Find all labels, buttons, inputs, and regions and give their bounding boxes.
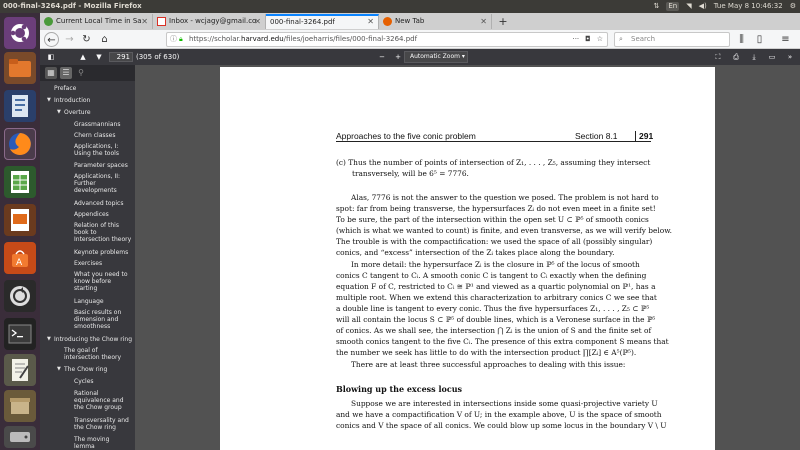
outline-item[interactable]: What you need to know before starting [74, 271, 128, 292]
files-launcher[interactable] [4, 52, 36, 84]
running-header: Approaches to the five conic problem [336, 131, 476, 141]
power-gear-icon[interactable]: ⚙ [789, 2, 796, 10]
wifi-icon[interactable]: ◥ [686, 2, 692, 10]
text-line: The trouble is with the compactification: we used the space of all (possibly singular) [336, 237, 653, 246]
calc-launcher[interactable] [4, 166, 36, 198]
attachments-icon[interactable]: ⚲ [78, 68, 84, 77]
ubuntu-logo-icon [9, 22, 31, 44]
disk-drive-icon [9, 430, 31, 444]
clock-favicon-icon [44, 17, 53, 26]
home-icon[interactable]: ⌂ [101, 34, 108, 45]
info-icon[interactable]: ⓘ [170, 35, 177, 43]
next-page-icon[interactable]: ▼ [96, 53, 102, 61]
page-count: (305 of 630) [136, 53, 180, 61]
outline-item[interactable]: Parameter spaces [74, 162, 128, 169]
spreadsheet-icon [10, 170, 30, 194]
text-line: a double line is tangent to every conic. Thus the five hypersurfaces Z₁, . . . , Z₅ ⊂ ℙ⁵ [336, 304, 650, 313]
outline-item[interactable]: Rational equivalence and the Chow group [74, 390, 124, 411]
outline-item[interactable]: Language [74, 298, 104, 305]
tab-label: Inbox - wcjagy@gmail.co [169, 17, 257, 25]
outline-item[interactable]: Chern classes [74, 132, 116, 139]
text-line: transversely, will be 6⁵ = 7776. [352, 169, 469, 178]
terminal-icon [8, 324, 32, 344]
reload-icon[interactable]: ↻ [82, 34, 91, 45]
text-editor-icon [10, 358, 30, 382]
firefox-favicon-icon [383, 17, 392, 26]
new-tab-button[interactable]: + [498, 15, 508, 28]
pdf-page [220, 67, 715, 450]
archive-box-icon [9, 396, 31, 416]
url-bar[interactable] [166, 32, 608, 47]
thumbnails-icon[interactable]: ▦ [45, 67, 57, 79]
navigation-toolbar [40, 30, 800, 49]
print-icon[interactable]: ⎙ [733, 53, 739, 61]
terminal-launcher[interactable] [4, 318, 36, 350]
outline-item[interactable]: Advanced topics [74, 200, 124, 207]
search-input[interactable] [614, 32, 730, 47]
page-number: 291 [635, 131, 653, 141]
menu-icon[interactable]: ≡ [781, 34, 790, 45]
volume-icon[interactable]: ◀) [698, 2, 707, 10]
url-text[interactable]: https://scholar.harvard.edu/files/joeharris/files/000-final-3264.pdf [189, 35, 418, 43]
text-line: In more detail: the hypersurface Zᵢ is the closure in ℙ⁵ of the locus of smooth [351, 260, 640, 269]
pdf-viewer[interactable] [135, 65, 800, 450]
software-updater-launcher[interactable] [4, 280, 36, 312]
text-line: conics, and “excess” intersection of the Zᵢ takes place along the boundary. [336, 248, 615, 257]
tab-inbox[interactable] [153, 14, 266, 29]
outline-item[interactable]: Basic results on dimension and smoothness [74, 309, 122, 330]
text-line: equation F of C, restricted to Cᵢ ≅ ℙ¹ and viewed as a quartic polynomial on ℙ¹, has a [336, 282, 656, 291]
system-top-bar [0, 0, 800, 13]
close-tab-icon[interactable]: ✕ [254, 17, 261, 26]
firefox-icon [7, 131, 33, 157]
firefox-launcher[interactable] [4, 128, 36, 160]
tools-icon[interactable]: » [787, 53, 793, 61]
document-viewer-launcher[interactable] [4, 90, 36, 122]
disk-launcher[interactable] [4, 426, 36, 448]
zoom-in-icon[interactable]: + [395, 53, 401, 61]
text-editor-launcher[interactable] [4, 354, 36, 386]
sort-arrows-icon[interactable]: ⇅ [653, 2, 660, 10]
outline-item[interactable]: The goal of intersection theory [64, 347, 122, 361]
text-line: of conics. As we shall see, the intersection ⋂ Zᵢ is the union of S and the finite set of [336, 326, 652, 335]
svg-text:A: A [16, 258, 23, 268]
tab-label: Current Local Time in Sa [56, 17, 142, 25]
text-line: spot: far from being transverse, the hypersurfaces Zᵢ do not even meet in a finite set! [336, 204, 656, 213]
outline-item[interactable]: Applications, II: Further developments [74, 173, 121, 194]
page-number-input[interactable]: 291 [109, 52, 133, 62]
document-outline [40, 81, 135, 450]
tab-label: 000-final-3264.pdf [270, 18, 335, 26]
archive-launcher[interactable] [4, 390, 36, 422]
lock-icon[interactable]: 🔒︎ [179, 35, 183, 43]
bookmark-star-icon[interactable]: ☆ [596, 35, 603, 43]
outline-item[interactable]: Appendices [74, 211, 109, 218]
unity-launcher [0, 13, 40, 450]
zoom-select[interactable]: Automatic Zoom ▾ [404, 51, 468, 63]
pdf-toolbar [40, 49, 800, 65]
outline-item[interactable]: Transversality and the Chow ring [74, 417, 129, 431]
document-icon [10, 94, 30, 118]
tab-pdf[interactable] [266, 14, 379, 29]
back-icon[interactable]: ← [44, 32, 59, 47]
collapse-arrow-icon[interactable]: ▼ [47, 336, 51, 342]
tab-local-time[interactable] [40, 14, 153, 29]
impress-launcher[interactable] [4, 204, 36, 236]
close-tab-icon[interactable]: ✕ [367, 17, 374, 26]
download-icon[interactable]: ⤓ [752, 53, 756, 61]
text-line: conics C tangent to Cᵢ. A smooth conic C is tangent to Cᵢ exactly when the defining [336, 271, 647, 280]
window-title: 000-final-3264.pdf - Mozilla Firefox [3, 2, 142, 10]
section-heading: Blowing up the excess locus [336, 384, 463, 394]
sidebar-toggle-icon[interactable]: ◧ [47, 53, 55, 61]
software-center-launcher[interactable] [4, 242, 36, 274]
text-line: To be sure, the part of the intersection within the open set U ⊂ ℙ⁵ of smooth conics [336, 215, 649, 224]
gmail-favicon-icon [157, 17, 166, 26]
outline-item[interactable]: ▼ The Chow ring [57, 366, 108, 373]
collapse-arrow-icon[interactable]: ▼ [57, 366, 61, 372]
outline-icon[interactable]: ☰ [60, 67, 72, 79]
folder-icon [8, 58, 32, 78]
outline-item[interactable]: Exercises [74, 260, 103, 267]
outline-item[interactable]: ▼ Introducing the Chow ring [47, 336, 133, 343]
text-line: smooth conics tangent to the five Cᵢ. The presence of this extra component S means that [336, 337, 669, 346]
header-rule [336, 141, 651, 142]
outline-item[interactable]: Cycles [74, 378, 94, 385]
presentation-mode-icon[interactable]: ⛶ [715, 53, 721, 61]
collapse-arrow-icon[interactable]: ▼ [57, 109, 61, 115]
forward-icon[interactable]: → [65, 34, 74, 45]
page-actions-icon[interactable]: ··· [572, 35, 580, 43]
text-line: and we have a compactification V of U; in the example above, U is the space of smooth [336, 410, 662, 419]
outline-item[interactable]: Preface [54, 85, 77, 92]
outline-item[interactable]: Grassmannians [74, 121, 121, 128]
shopping-bag-icon [9, 247, 31, 269]
keyboard-layout-indicator[interactable]: En [668, 2, 678, 10]
outline-item[interactable]: The moving lemma [74, 436, 110, 450]
outline-item[interactable]: Applications, I: Using the tools [74, 143, 119, 157]
search-placeholder: Search [631, 35, 656, 43]
text-line: Alas, 7776 is not the answer to the question we posed. The problem is not hard to [351, 193, 659, 202]
pocket-icon[interactable]: ◘ [585, 35, 591, 43]
outline-item[interactable]: Keynote problems [74, 249, 129, 256]
previous-page-icon[interactable]: ▲ [80, 53, 86, 61]
zoom-value: Automatic Zoom [410, 53, 460, 60]
section-number: Section 8.1 [575, 131, 618, 141]
outline-item[interactable]: ▼ Introduction [47, 97, 91, 104]
sidebar-toggle-icon[interactable]: ▯ [756, 34, 763, 45]
library-icon[interactable]: ⫼ [739, 34, 744, 45]
presentation-icon [10, 208, 30, 232]
text-line: (c) Thus the number of points of intersection of Z₁, . . . , Z₅, assuming they intersect [336, 158, 651, 167]
text-line: conics and V the space of all conics. We could blow up some locus in the boundary V \ U [336, 421, 667, 430]
close-tab-icon[interactable]: ✕ [480, 17, 487, 26]
system-tray [653, 0, 796, 13]
outline-item[interactable]: ▼ Overture [57, 109, 91, 116]
tab-new-tab[interactable] [379, 14, 492, 29]
text-line: the number we seek has little to do with the intersection product ∏[Zᵢ] ∈ A⁵(ℙ⁵). [336, 348, 637, 357]
text-line: Suppose we are interested in intersections inside some quasi-projective variety U [351, 399, 658, 408]
text-line: There are at least three successful approaches to dealing with this issue: [351, 360, 626, 369]
sidebar-toolbar [40, 65, 135, 81]
search-icon: ⌕ [619, 35, 623, 43]
update-icon [8, 284, 32, 308]
ubuntu-dash-button[interactable] [4, 17, 36, 49]
collapse-arrow-icon[interactable]: ▼ [47, 97, 51, 103]
zoom-out-icon[interactable]: − [379, 53, 385, 61]
outline-item[interactable]: Relation of this book to Intersection theory [74, 222, 132, 243]
text-line: will all contain the locus S ⊂ ℙ⁵ of double lines, which is a Veronese surface in the ℙ⁵ [336, 315, 656, 324]
tab-strip [40, 13, 800, 30]
bookmark-icon[interactable]: ▭ [768, 53, 776, 61]
text-line: multiple root. When we extend this characterization to arbitrary conics C we see that [336, 293, 657, 302]
tab-label: New Tab [395, 17, 425, 25]
text-line: (which is what we wanted to count) is finite, and even transverse, as we will verify below. [336, 226, 673, 235]
close-tab-icon[interactable]: ✕ [141, 17, 148, 26]
clock[interactable]: Tue May 8 10:46:32 [713, 2, 783, 10]
